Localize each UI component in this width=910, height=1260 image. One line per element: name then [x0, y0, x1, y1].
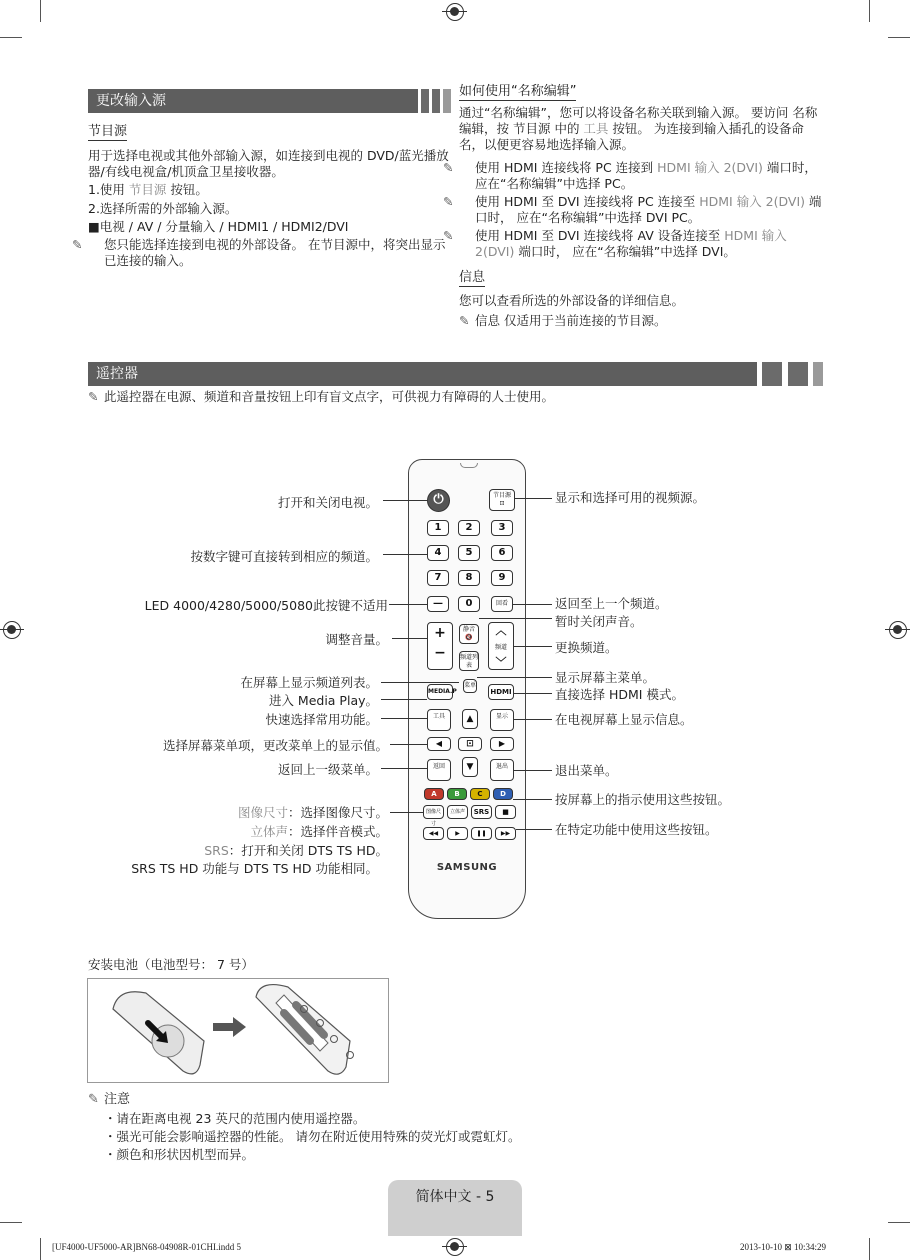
media-play-button[interactable]: MEDIA.P — [427, 684, 453, 700]
battery-install-illustration — [88, 979, 388, 1082]
label-return: 返回上一级菜单。 — [277, 762, 378, 777]
leader-line — [477, 677, 552, 678]
color-d-button[interactable]: D — [493, 788, 513, 800]
label-stereo: 立体声：选择伴音模式。 — [250, 824, 388, 839]
leader-line — [514, 719, 552, 720]
leader-line — [389, 604, 427, 605]
enter-button[interactable]: ⊡ — [458, 737, 482, 751]
crop-mark — [869, 0, 870, 22]
notes-title: ✎ 注意 — [88, 1092, 131, 1107]
label-playback: 在特定功能中使用这些按钮。 — [555, 822, 718, 837]
leader-line — [513, 799, 552, 800]
brand-logo: SAMSUNG — [436, 862, 498, 873]
left-arrow-button[interactable]: ◀ — [427, 737, 451, 751]
mute-button[interactable]: 静音 🔇 — [459, 624, 479, 644]
leader-line — [514, 646, 552, 647]
source-title: 节目源 — [88, 124, 128, 139]
registration-mark-icon — [889, 621, 907, 639]
label-menu: 显示屏幕主菜单。 — [555, 670, 656, 685]
leader-line — [392, 638, 427, 639]
name-edit-note-2: ✎ 使用 HDMI 至 DVI 连接线将 PC 连接至 HDMI 输入 2(DVI) 端口时， 应在“名称编辑”中选择 DVI PC。 — [443, 194, 822, 225]
rewind-button[interactable]: ◀◀ — [423, 827, 444, 840]
tools-button[interactable]: 工具 — [427, 709, 451, 731]
label-media-play: 进入 Media Play。 — [268, 693, 378, 708]
note-icon: ✎ — [459, 313, 470, 328]
color-b-button[interactable]: B — [447, 788, 467, 800]
source-note: ✎ 您只能选择连接到电视的外部设备。 在节目源中，将突出显示已连接的输入。 — [72, 237, 446, 268]
menu-button[interactable]: 菜单 — [463, 679, 477, 693]
power-button[interactable]: ⏻ — [427, 489, 450, 512]
step-1: 1.使用 节目源 按钮。 — [88, 182, 208, 197]
leader-line — [381, 718, 427, 719]
crop-mark — [40, 1238, 41, 1260]
battery-illustration — [87, 978, 389, 1083]
srs-button[interactable]: SRS — [471, 805, 492, 819]
note-icon: ✎ — [443, 228, 454, 243]
leader-line — [479, 618, 552, 619]
step-2: 2.选择所需的外部输入源。 — [88, 201, 238, 216]
digit-4-button[interactable]: 4 — [427, 545, 449, 561]
source-options: ■电视 / AV / 分量输入 / HDMI1 / HDMI2/DVI — [88, 219, 349, 234]
leader-line — [516, 829, 552, 830]
digit-5-button[interactable]: 5 — [458, 545, 480, 561]
right-arrow-button[interactable]: ▶ — [490, 737, 514, 751]
remote-note: ✎ 此遥控器在电源、频道和音量按钮上印有盲文点字，可供视力有障碍的人士使用。 — [88, 389, 555, 404]
note-icon: ✎ — [72, 237, 83, 252]
battery-title: 安装电池（电池型号： 7 号） — [88, 957, 254, 972]
digit-6-button[interactable]: 6 — [491, 545, 513, 561]
label-srs: SRS：打开和关闭 DTS TS HD。 — [204, 843, 388, 858]
digit-8-button[interactable]: 8 — [458, 570, 480, 586]
hdmi-button[interactable]: HDMI — [488, 684, 514, 700]
color-c-button[interactable]: C — [470, 788, 490, 800]
fast-forward-button[interactable]: ▶▶ — [495, 827, 516, 840]
crop-mark — [40, 0, 41, 22]
label-info: 在电视屏幕上显示信息。 — [555, 712, 693, 727]
source-button[interactable]: 节目源 ⊡ — [489, 489, 515, 511]
channel-rocker[interactable]: ︿ 频道 ﹀ — [488, 622, 514, 670]
note-icon: ✎ — [88, 1092, 99, 1107]
label-color-buttons: 按屏幕上的指示使用这些按钮。 — [555, 792, 731, 807]
note-item: ・颜色和形状因机型而异。 — [104, 1147, 255, 1162]
label-channel-list: 在屏幕上显示频道列表。 — [240, 675, 378, 690]
crop-mark — [888, 1222, 910, 1223]
leader-line — [515, 498, 552, 499]
header-block — [813, 362, 823, 386]
channel-list-button[interactable]: 频道列表 — [459, 651, 479, 671]
label-srs-note: SRS TS HD 功能与 DTS TS HD 功能相同。 — [131, 861, 378, 876]
leader-line — [381, 699, 427, 700]
remote-ir-window — [460, 463, 478, 468]
digit-9-button[interactable]: 9 — [491, 570, 513, 586]
header-block — [432, 89, 440, 113]
section-header-remote: 遥控器 — [88, 362, 757, 386]
label-picture-size: 图像尺寸：选择图像尺寸。 — [237, 805, 388, 820]
volume-rocker[interactable]: + − — [427, 622, 453, 670]
picture-size-button[interactable]: 图像尺寸 — [423, 805, 444, 819]
label-source: 显示和选择可用的视频源。 — [555, 490, 706, 505]
digit-3-button[interactable]: 3 — [491, 520, 513, 536]
registration-mark-icon — [446, 1238, 464, 1256]
registration-mark-icon — [3, 621, 21, 639]
exit-button[interactable]: 退出 — [490, 759, 514, 781]
leader-line — [513, 604, 552, 605]
label-channel: 更换频道。 — [555, 640, 618, 655]
note-item: ・强光可能会影响遥控器的性能。 请勿在附近使用特殊的荧光灯或霓虹灯。 — [104, 1129, 521, 1144]
crop-mark — [869, 1238, 870, 1260]
play-button[interactable]: ▶ — [447, 827, 468, 840]
crop-mark — [0, 37, 22, 38]
label-dash: LED 4000/4280/5000/5080此按键不适用 — [144, 598, 388, 613]
note-icon: ✎ — [443, 160, 454, 175]
leader-line — [390, 744, 427, 745]
info-desc: 您可以查看所选的外部设备的详细信息。 — [459, 293, 685, 308]
prech-button[interactable]: 回看 — [491, 596, 513, 612]
name-edit-note-1: ✎ 使用 HDMI 连接线将 PC 连接到 HDMI 输入 2(DVI) 端口时，应在“名称编辑”中选择 PC。 — [443, 160, 817, 191]
header-block — [421, 89, 429, 113]
dash-button[interactable]: — — [427, 596, 449, 612]
name-edit-note-3: ✎ 使用 HDMI 至 DVI 连接线将 AV 设备连接至 HDMI 输入 2(DVI) 端口时， 应在“名称编辑”中选择 DVI。 — [443, 228, 787, 259]
down-arrow-button[interactable]: ▼ — [462, 757, 478, 777]
footer-date: 2013-10-10 ⊠ 10:34:29 — [740, 1242, 827, 1252]
leader-line — [514, 693, 552, 694]
page-number: 简体中文 - 5 — [415, 1189, 495, 1205]
leader-line — [381, 768, 427, 769]
name-edit-desc: 通过“名称编辑”，您可以将设备名称关联到输入源。 要访问 名称编辑，按 节目源 中的 工具 按钮。 为连接到输入插孔的设备命名，以便更容易地选择输入源。 — [459, 105, 818, 152]
info-title: 信息 — [459, 270, 486, 285]
label-digits: 按数字键可直接转到相应的频道。 — [190, 549, 378, 564]
header-block — [762, 362, 782, 386]
registration-mark-icon — [446, 3, 464, 21]
leader-line — [390, 812, 423, 813]
section-header-input: 更改输入源 — [88, 89, 418, 113]
label-power: 打开和关闭电视。 — [277, 495, 378, 510]
leader-line — [383, 554, 427, 555]
label-mute: 暂时关闭声音。 — [555, 614, 643, 629]
crop-mark — [0, 1222, 22, 1223]
label-volume: 调整音量。 — [325, 632, 388, 647]
header-block — [443, 89, 451, 113]
leader-line — [381, 682, 459, 683]
note-icon: ✎ — [88, 389, 99, 404]
note-icon: ✎ — [443, 194, 454, 209]
up-arrow-button[interactable]: ▲ — [462, 709, 478, 729]
label-arrows: 选择屏幕菜单项，更改菜单上的显示值。 — [162, 738, 388, 753]
info-note: ✎ 信息 仅适用于当前连接的节目源。 — [459, 313, 667, 328]
label-exit: 退出菜单。 — [555, 763, 618, 778]
footer-file: [UF4000-UF5000-AR]BN68-04908R-01CHI.indd 5 — [52, 1242, 241, 1252]
header-block — [788, 362, 808, 386]
source-desc: 用于选择电视或其他外部输入源，如连接到电视的 DVD/蓝光播放器/有线电视盒/机顶盒卫星接收器。 — [88, 148, 449, 179]
return-button[interactable]: 返回 — [427, 759, 451, 781]
digit-0-button[interactable]: 0 — [458, 596, 480, 612]
color-a-button[interactable]: A — [424, 788, 444, 800]
name-edit-title: 如何使用“名称编辑” — [459, 84, 577, 99]
label-prech: 返回至上一个频道。 — [555, 596, 668, 611]
digit-7-button[interactable]: 7 — [427, 570, 449, 586]
digit-2-button[interactable]: 2 — [458, 520, 480, 536]
digit-1-button[interactable]: 1 — [427, 520, 449, 536]
pause-button[interactable]: ❚❚ — [471, 827, 492, 840]
stop-button[interactable]: ■ — [495, 805, 516, 819]
label-tools: 快速选择常用功能。 — [265, 712, 378, 727]
note-item: ・请在距离电视 23 英尺的范围内使用遥控器。 — [104, 1111, 366, 1126]
crop-mark — [888, 37, 910, 38]
leader-line — [514, 770, 552, 771]
info-button[interactable]: 显示 — [490, 709, 514, 731]
label-hdmi: 直接选择 HDMI 模式。 — [555, 687, 684, 702]
leader-line — [383, 500, 427, 501]
stereo-button[interactable]: 立体声 — [447, 805, 468, 819]
